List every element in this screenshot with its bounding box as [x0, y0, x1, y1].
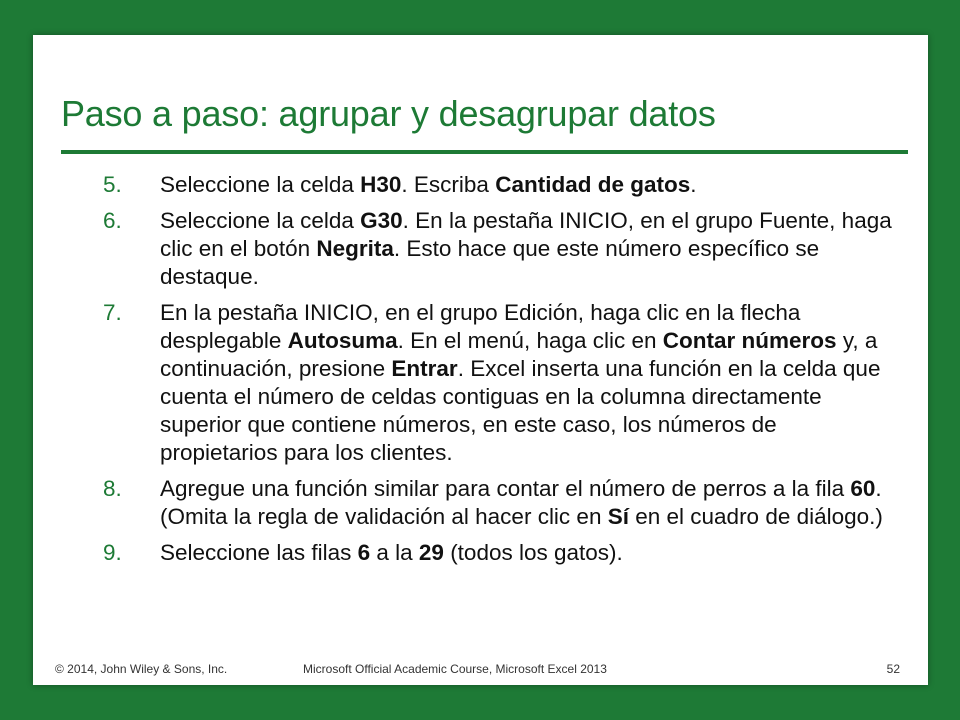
steps-list: [103, 171, 893, 573]
step-text: Seleccione las filas 6 a la 29 (todos los gatos).: [160, 540, 623, 565]
title-divider: [61, 150, 908, 154]
step-item: [103, 207, 893, 291]
step-number: 9.: [103, 540, 122, 565]
step-number: 8.: [103, 476, 122, 501]
step-text: En la pestaña INICIO, en el grupo Edición, haga clic en la flecha desplegable Autosuma. En el menú, haga clic en Contar números y, a continuación, presione Entrar. Excel inserta una función en la celda que cuenta el número de celdas contiguas en la columna directamente superior que contiene números, en este caso, los números de propietarios para los clientes.: [160, 300, 881, 465]
footer-course: Microsoft Official Academic Course, Microsoft Excel 2013: [303, 662, 607, 676]
step-item: [103, 539, 893, 567]
step-text: Agregue una función similar para contar el número de perros a la fila 60. (Omita la regla de validación al hacer clic en Sí en el cuadro de diálogo.): [160, 476, 883, 529]
step-item: [103, 475, 893, 531]
step-text: Seleccione la celda H30. Escriba Cantidad de gatos.: [160, 172, 697, 197]
footer-copyright: © 2014, John Wiley & Sons, Inc.: [55, 662, 228, 676]
step-text: Seleccione la celda G30. En la pestaña INICIO, en el grupo Fuente, haga clic en el botón Negrita. Esto hace que este número específico se destaque.: [160, 208, 892, 289]
page-number: 52: [886, 662, 900, 676]
step-item: [103, 299, 893, 467]
step-number: 5.: [103, 172, 122, 197]
slide: [33, 35, 928, 685]
step-number: 7.: [103, 300, 122, 325]
step-number: 6.: [103, 208, 122, 233]
slide-title: Paso a paso: agrupar y desagrupar datos: [61, 93, 716, 134]
step-item: [103, 171, 893, 199]
